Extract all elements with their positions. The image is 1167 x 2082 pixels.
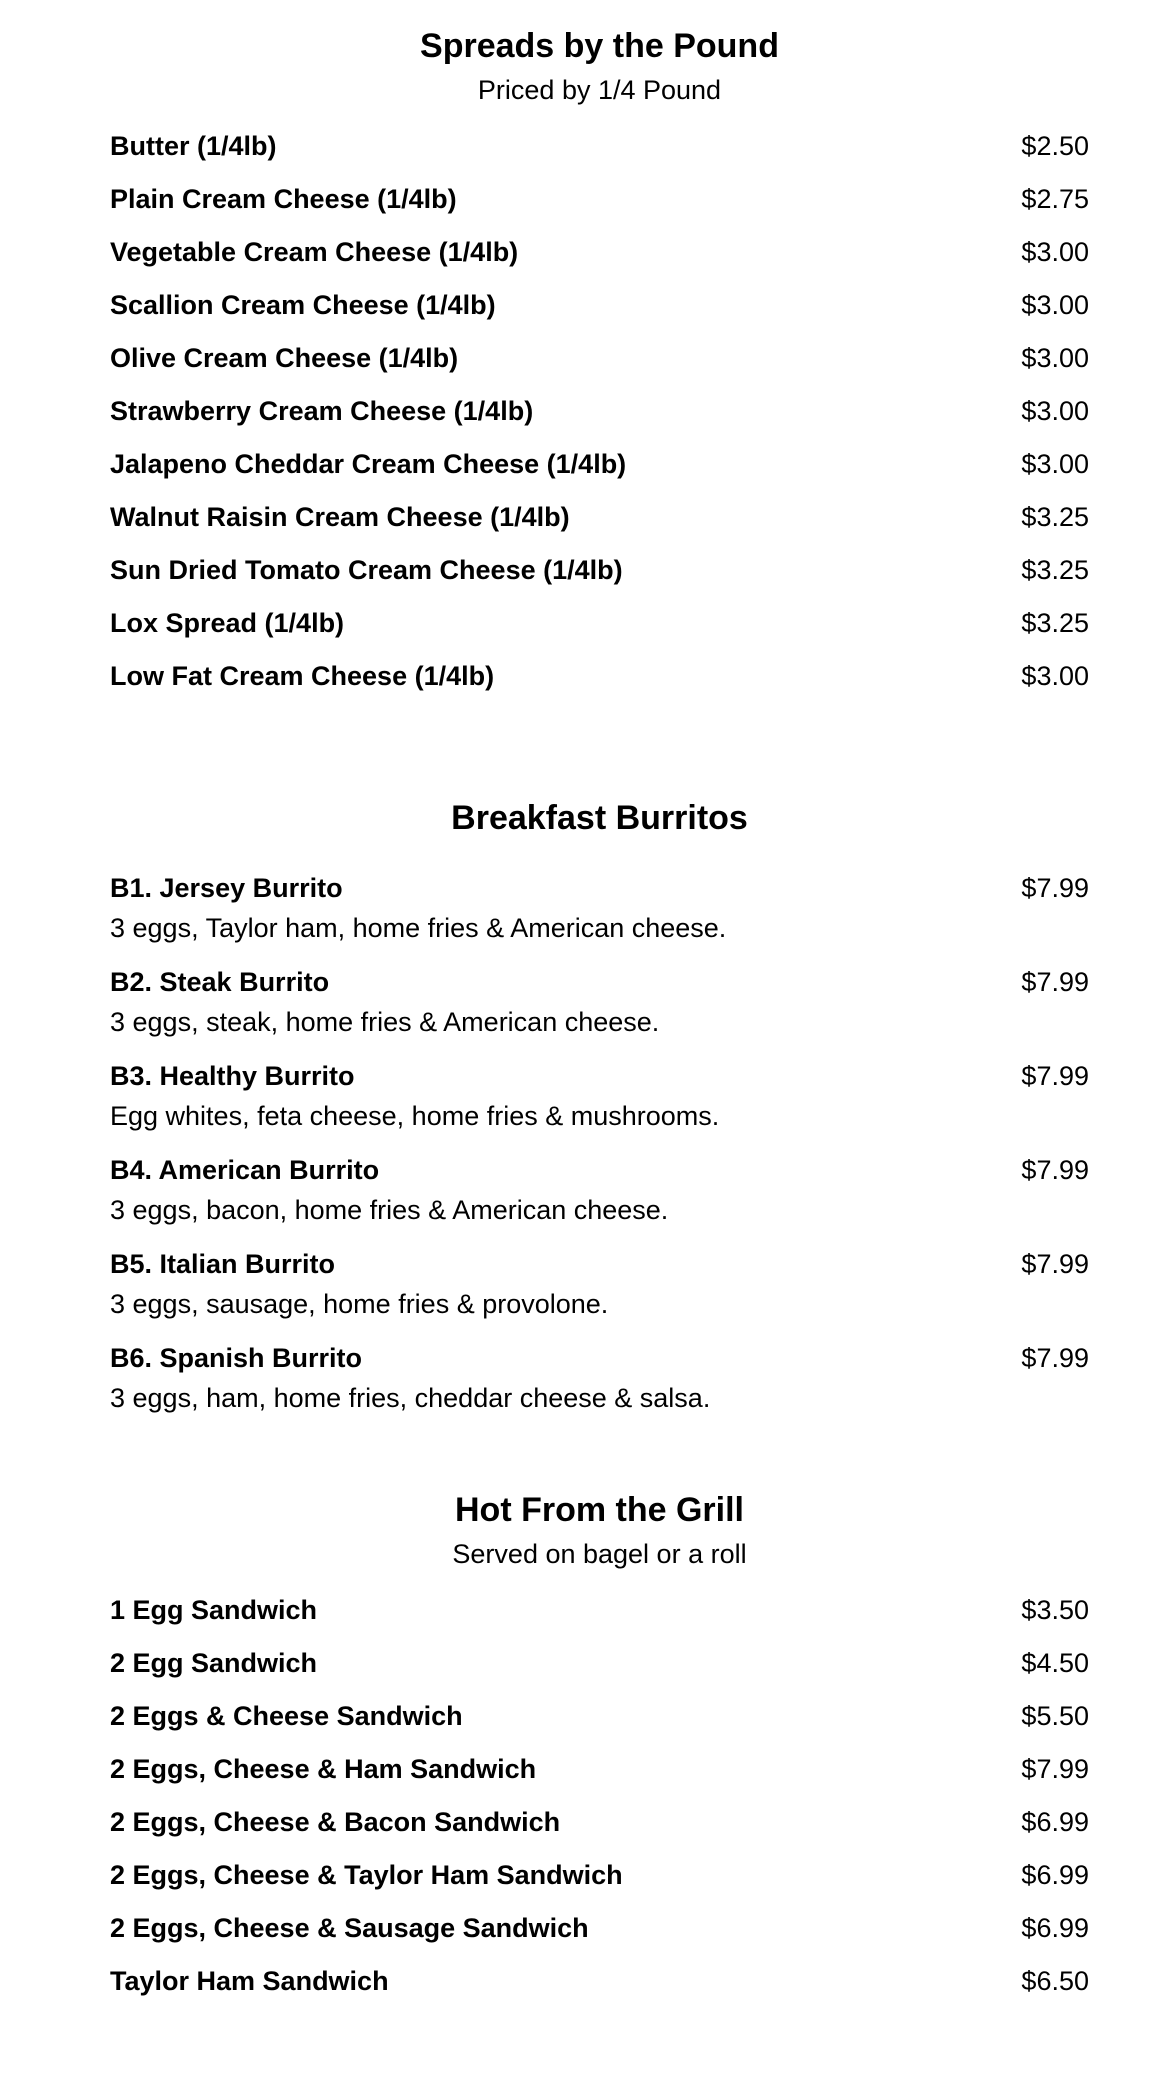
item-price: $3.25 <box>1021 608 1089 638</box>
item-name: B6. Spanish Burrito <box>110 1343 363 1373</box>
menu-item[interactable] <box>110 448 1089 501</box>
section-title: Breakfast Burritos <box>451 799 748 837</box>
section-title: Spreads by the Pound <box>420 27 779 65</box>
item-header <box>110 966 1089 998</box>
item-price: $6.99 <box>1021 1913 1089 1943</box>
item-price: $3.25 <box>1021 502 1089 532</box>
item-name: B1. Jersey Burrito <box>110 873 343 903</box>
menu-item[interactable] <box>110 1806 1089 1859</box>
item-name: Sun Dried Tomato Cream Cheese (1/4lb) <box>110 555 623 585</box>
spreads-header <box>110 0 1089 106</box>
menu-item[interactable] <box>110 395 1089 448</box>
item-price: $4.50 <box>1021 1648 1089 1678</box>
menu-item[interactable] <box>110 1859 1089 1912</box>
spreads-section <box>110 0 1089 713</box>
item-name: 2 Eggs, Cheese & Taylor Ham Sandwich <box>110 1860 623 1890</box>
item-price: $7.99 <box>1021 1155 1089 1185</box>
menu-item[interactable] <box>110 1753 1089 1806</box>
item-name: Low Fat Cream Cheese (1/4lb) <box>110 661 495 691</box>
item-price: $3.25 <box>1021 555 1089 585</box>
item-name: 2 Eggs, Cheese & Bacon Sandwich <box>110 1807 561 1837</box>
item-price: $3.00 <box>1021 396 1089 426</box>
item-header <box>110 1248 1089 1280</box>
menu-item[interactable] <box>110 1154 1089 1248</box>
grill-section <box>110 1490 1089 2018</box>
section-subtitle: Served on bagel or a roll <box>452 1539 747 1569</box>
burritos-list <box>110 872 1089 1436</box>
item-header <box>110 1154 1089 1186</box>
item-price: $7.99 <box>1021 1061 1089 1091</box>
item-name: Strawberry Cream Cheese (1/4lb) <box>110 396 534 426</box>
menu-item[interactable] <box>110 342 1089 395</box>
item-price: $5.50 <box>1021 1701 1089 1731</box>
item-price: $6.99 <box>1021 1807 1089 1837</box>
item-name: Jalapeno Cheddar Cream Cheese (1/4lb) <box>110 449 627 479</box>
item-name: Olive Cream Cheese (1/4lb) <box>110 343 459 373</box>
item-name: Butter (1/4lb) <box>110 131 277 161</box>
item-name: Lox Spread (1/4lb) <box>110 608 345 638</box>
menu-item[interactable] <box>110 183 1089 236</box>
item-description: 3 eggs, bacon, home fries & American cheese. <box>110 1195 669 1225</box>
item-name: B4. American Burrito <box>110 1155 380 1185</box>
menu-item[interactable] <box>110 1647 1089 1700</box>
grill-header <box>110 1490 1089 1570</box>
menu-item[interactable] <box>110 1060 1089 1154</box>
item-name: B2. Steak Burrito <box>110 967 330 997</box>
item-price: $7.99 <box>1021 1754 1089 1784</box>
menu-item[interactable] <box>110 872 1089 966</box>
section-title: Hot From the Grill <box>455 1491 744 1529</box>
menu-item[interactable] <box>110 236 1089 289</box>
item-header <box>110 872 1089 904</box>
menu-item[interactable] <box>110 289 1089 342</box>
burritos-header <box>110 798 1089 838</box>
item-name: Walnut Raisin Cream Cheese (1/4lb) <box>110 502 570 532</box>
item-name: Plain Cream Cheese (1/4lb) <box>110 184 457 214</box>
item-name: 2 Eggs, Cheese & Ham Sandwich <box>110 1754 537 1784</box>
item-price: $7.99 <box>1021 1249 1089 1279</box>
menu-item[interactable] <box>110 501 1089 554</box>
item-name: Taylor Ham Sandwich <box>110 1966 389 1996</box>
menu-item[interactable] <box>110 966 1089 1060</box>
spreads-list <box>110 130 1089 713</box>
item-name: 2 Eggs, Cheese & Sausage Sandwich <box>110 1913 589 1943</box>
menu-item[interactable] <box>110 1594 1089 1647</box>
item-price: $3.50 <box>1021 1595 1089 1625</box>
menu-item[interactable] <box>110 1965 1089 2018</box>
menu-item[interactable] <box>110 1248 1089 1342</box>
item-description: Egg whites, feta cheese, home fries & mushrooms. <box>110 1101 720 1131</box>
menu-item[interactable] <box>110 607 1089 660</box>
burritos-section <box>110 798 1089 1436</box>
menu-item[interactable] <box>110 1342 1089 1436</box>
item-price: $7.99 <box>1021 967 1089 997</box>
item-name: B3. Healthy Burrito <box>110 1061 355 1091</box>
item-header <box>110 1060 1089 1092</box>
item-price: $2.75 <box>1021 184 1089 214</box>
menu-item[interactable] <box>110 1912 1089 1965</box>
menu <box>110 0 1089 2018</box>
grill-list <box>110 1594 1089 2018</box>
item-price: $6.99 <box>1021 1860 1089 1890</box>
item-description: 3 eggs, sausage, home fries & provolone. <box>110 1289 609 1319</box>
item-description: 3 eggs, ham, home fries, cheddar cheese & salsa. <box>110 1383 711 1413</box>
item-name: 2 Eggs & Cheese Sandwich <box>110 1701 463 1731</box>
item-name: Vegetable Cream Cheese (1/4lb) <box>110 237 519 267</box>
item-description: 3 eggs, steak, home fries & American cheese. <box>110 1007 660 1037</box>
item-price: $3.00 <box>1021 237 1089 267</box>
item-price: $6.50 <box>1021 1966 1089 1996</box>
menu-item[interactable] <box>110 660 1089 713</box>
item-price: $3.00 <box>1021 449 1089 479</box>
section-subtitle: Priced by 1/4 Pound <box>477 75 722 105</box>
item-description: 3 eggs, Taylor ham, home fries & American cheese. <box>110 913 727 943</box>
item-price: $3.00 <box>1021 290 1089 320</box>
item-header <box>110 1342 1089 1374</box>
item-name: 2 Egg Sandwich <box>110 1648 318 1678</box>
menu-item[interactable] <box>110 130 1089 183</box>
menu-item[interactable] <box>110 554 1089 607</box>
item-name: 1 Egg Sandwich <box>110 1595 318 1625</box>
item-price: $3.00 <box>1021 661 1089 691</box>
item-price: $7.99 <box>1021 873 1089 903</box>
item-price: $7.99 <box>1021 1343 1089 1373</box>
item-name: B5. Italian Burrito <box>110 1249 336 1279</box>
item-price: $3.00 <box>1021 343 1089 373</box>
item-name: Scallion Cream Cheese (1/4lb) <box>110 290 496 320</box>
item-price: $2.50 <box>1021 131 1089 161</box>
menu-item[interactable] <box>110 1700 1089 1753</box>
